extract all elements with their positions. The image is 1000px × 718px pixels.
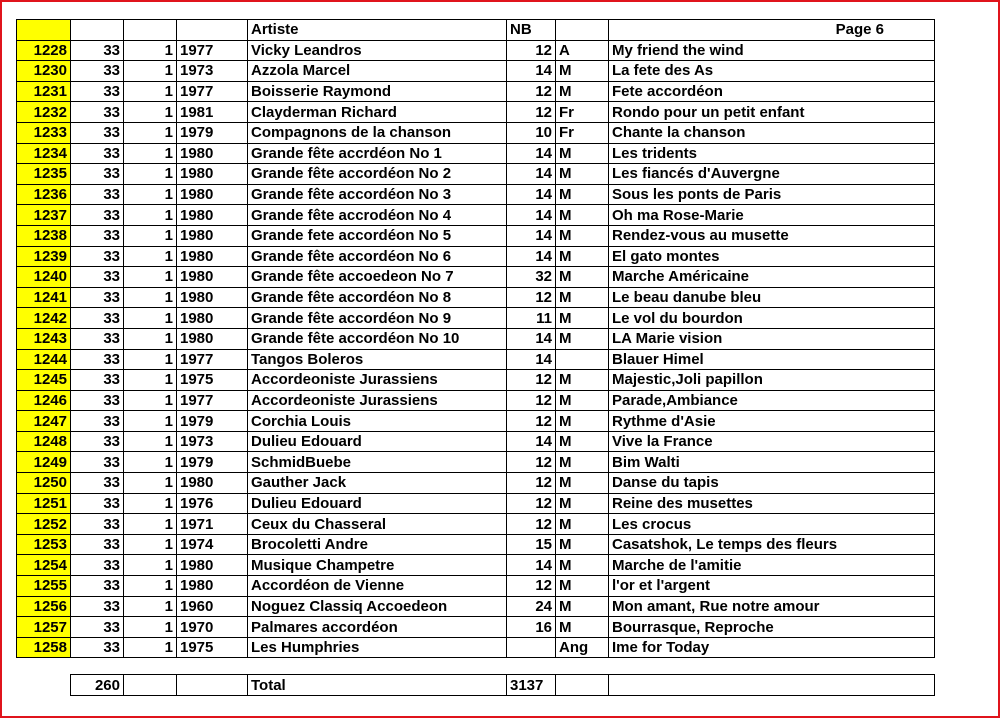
- disc-count-cell: 1: [124, 267, 177, 288]
- title-cell: Les fiancés d'Auvergne: [609, 164, 935, 185]
- title-cell: Rythme d'Asie: [609, 411, 935, 432]
- language-cell: M: [556, 514, 609, 535]
- language-cell: M: [556, 431, 609, 452]
- title-cell: Rondo pour un petit enfant: [609, 102, 935, 123]
- format-cell: 33: [71, 184, 124, 205]
- year-cell: 1960: [177, 596, 248, 617]
- table-row: [17, 493, 935, 514]
- title-cell: Parade,Ambiance: [609, 390, 935, 411]
- artist-cell: Grande fete accordéon No 5: [248, 225, 507, 246]
- id-cell: 1228: [17, 40, 71, 61]
- disc-count-cell: 1: [124, 287, 177, 308]
- artist-cell: Grande fête accordéon No 2: [248, 164, 507, 185]
- disc-count-cell: 1: [124, 514, 177, 535]
- disc-count-cell: 1: [124, 81, 177, 102]
- format-cell: 33: [71, 61, 124, 82]
- artist-cell: Ceux du Chasseral: [248, 514, 507, 535]
- nb-cell: 14: [507, 184, 556, 205]
- year-cell: 1980: [177, 555, 248, 576]
- year-cell: 1973: [177, 431, 248, 452]
- nb-cell: 12: [507, 390, 556, 411]
- format-cell: 33: [71, 431, 124, 452]
- language-cell: M: [556, 328, 609, 349]
- language-cell: M: [556, 81, 609, 102]
- year-cell: 1980: [177, 576, 248, 597]
- table-row: [17, 143, 935, 164]
- title-cell: Bim Walti: [609, 452, 935, 473]
- artist-cell: Gauther Jack: [248, 473, 507, 494]
- disc-count-cell: 1: [124, 225, 177, 246]
- format-cell: 33: [71, 555, 124, 576]
- artist-cell: Grande fête accordéon No 3: [248, 184, 507, 205]
- title-cell: Les tridents: [609, 143, 935, 164]
- header-cell-3: [124, 20, 177, 41]
- table-row: [17, 122, 935, 143]
- language-cell: M: [556, 287, 609, 308]
- title-cell: Marche Américaine: [609, 267, 935, 288]
- year-cell: 1975: [177, 637, 248, 658]
- nb-cell: 14: [507, 225, 556, 246]
- disc-count-cell: 1: [124, 555, 177, 576]
- table-row: [17, 637, 935, 658]
- year-cell: 1974: [177, 534, 248, 555]
- disc-count-cell: 1: [124, 473, 177, 494]
- title-cell: Chante la chanson: [609, 122, 935, 143]
- id-cell: 1250: [17, 473, 71, 494]
- format-cell: 33: [71, 102, 124, 123]
- format-cell: 33: [71, 370, 124, 391]
- id-cell: 1258: [17, 637, 71, 658]
- year-cell: 1980: [177, 225, 248, 246]
- format-cell: 33: [71, 308, 124, 329]
- id-cell: 1247: [17, 411, 71, 432]
- year-cell: 1980: [177, 205, 248, 226]
- totals-row: [17, 675, 935, 696]
- table-row: [17, 514, 935, 535]
- id-cell: 1254: [17, 555, 71, 576]
- format-cell: 33: [71, 267, 124, 288]
- nb-cell: 12: [507, 287, 556, 308]
- disc-count-cell: 1: [124, 534, 177, 555]
- language-cell: M: [556, 473, 609, 494]
- artist-cell: Musique Champetre: [248, 555, 507, 576]
- nb-cell: 12: [507, 102, 556, 123]
- year-cell: 1980: [177, 287, 248, 308]
- format-cell: 33: [71, 534, 124, 555]
- disc-count-cell: 1: [124, 576, 177, 597]
- header-cell-2: [71, 20, 124, 41]
- artist-cell: Grande fête accrdéon No 1: [248, 143, 507, 164]
- title-cell: Oh ma Rose-Marie: [609, 205, 935, 226]
- nb-cell: 14: [507, 555, 556, 576]
- language-cell: Ang: [556, 637, 609, 658]
- nb-cell: 16: [507, 617, 556, 638]
- table-row: [17, 81, 935, 102]
- id-cell: 1243: [17, 328, 71, 349]
- title-cell: l'or et l'argent: [609, 576, 935, 597]
- artist-cell: Noguez Classiq Accoedeon: [248, 596, 507, 617]
- table-row: [17, 411, 935, 432]
- title-cell: Danse du tapis: [609, 473, 935, 494]
- language-cell: M: [556, 61, 609, 82]
- id-cell: 1242: [17, 308, 71, 329]
- artist-cell: Clayderman Richard: [248, 102, 507, 123]
- id-cell: 1251: [17, 493, 71, 514]
- id-cell: 1240: [17, 267, 71, 288]
- artist-cell: Azzola Marcel: [248, 61, 507, 82]
- id-cell: 1253: [17, 534, 71, 555]
- table-row: [17, 349, 935, 370]
- nb-cell: 12: [507, 411, 556, 432]
- id-cell: 1244: [17, 349, 71, 370]
- artist-cell: Boisserie Raymond: [248, 81, 507, 102]
- year-cell: 1980: [177, 308, 248, 329]
- id-cell: 1241: [17, 287, 71, 308]
- header-artist: Artiste: [248, 20, 507, 41]
- id-cell: 1249: [17, 452, 71, 473]
- id-cell: 1246: [17, 390, 71, 411]
- nb-cell: 14: [507, 143, 556, 164]
- format-cell: 33: [71, 576, 124, 597]
- table-row: [17, 164, 935, 185]
- nb-cell: 14: [507, 328, 556, 349]
- language-cell: M: [556, 596, 609, 617]
- id-cell: 1257: [17, 617, 71, 638]
- year-cell: 1971: [177, 514, 248, 535]
- totals-label: Total: [248, 675, 507, 696]
- nb-cell: 15: [507, 534, 556, 555]
- totals-empty: [124, 675, 177, 696]
- year-cell: 1980: [177, 164, 248, 185]
- artist-cell: Grande fête accordéon No 6: [248, 246, 507, 267]
- nb-cell: 14: [507, 205, 556, 226]
- disc-count-cell: 1: [124, 617, 177, 638]
- nb-cell: 12: [507, 514, 556, 535]
- nb-cell: 10: [507, 122, 556, 143]
- artist-cell: Accordéon de Vienne: [248, 576, 507, 597]
- year-cell: 1977: [177, 40, 248, 61]
- table-row: [17, 184, 935, 205]
- title-cell: Le beau danube bleu: [609, 287, 935, 308]
- disc-count-cell: 1: [124, 143, 177, 164]
- table-body: [17, 20, 935, 696]
- nb-cell: 14: [507, 61, 556, 82]
- language-cell: M: [556, 143, 609, 164]
- artist-cell: Accordeoniste Jurassiens: [248, 390, 507, 411]
- format-cell: 33: [71, 122, 124, 143]
- spacer-row: [17, 658, 935, 675]
- totals-empty: [177, 675, 248, 696]
- year-cell: 1980: [177, 184, 248, 205]
- id-cell: 1236: [17, 184, 71, 205]
- format-cell: 33: [71, 328, 124, 349]
- language-cell: Fr: [556, 122, 609, 143]
- title-cell: My friend the wind: [609, 40, 935, 61]
- nb-cell: 24: [507, 596, 556, 617]
- disc-count-cell: 1: [124, 328, 177, 349]
- nb-cell: 14: [507, 246, 556, 267]
- disc-count-cell: 1: [124, 493, 177, 514]
- table-row: [17, 205, 935, 226]
- year-cell: 1980: [177, 473, 248, 494]
- totals-empty: [556, 675, 609, 696]
- language-cell: M: [556, 225, 609, 246]
- totals-nb: 3137: [507, 675, 556, 696]
- table-row: [17, 617, 935, 638]
- table-row: [17, 534, 935, 555]
- disc-count-cell: 1: [124, 61, 177, 82]
- id-cell: 1239: [17, 246, 71, 267]
- format-cell: 33: [71, 452, 124, 473]
- id-cell: 1234: [17, 143, 71, 164]
- record-table: [16, 19, 935, 696]
- id-cell: 1248: [17, 431, 71, 452]
- table-row: [17, 390, 935, 411]
- page-number: Page 6: [609, 20, 935, 41]
- artist-cell: Grande fête accoedeon No 7: [248, 267, 507, 288]
- table-row: [17, 308, 935, 329]
- nb-cell: 11: [507, 308, 556, 329]
- language-cell: M: [556, 493, 609, 514]
- table-row: [17, 452, 935, 473]
- nb-cell: 14: [507, 349, 556, 370]
- language-cell: M: [556, 246, 609, 267]
- year-cell: 1980: [177, 328, 248, 349]
- disc-count-cell: 1: [124, 102, 177, 123]
- artist-cell: Compagnons de la chanson: [248, 122, 507, 143]
- nb-cell: 14: [507, 164, 556, 185]
- title-cell: Le vol du bourdon: [609, 308, 935, 329]
- table-row: [17, 61, 935, 82]
- id-cell: 1237: [17, 205, 71, 226]
- format-cell: 33: [71, 596, 124, 617]
- table-row: [17, 596, 935, 617]
- format-cell: 33: [71, 493, 124, 514]
- header-cell-year: [177, 20, 248, 41]
- year-cell: 1980: [177, 267, 248, 288]
- totals-count: 260: [71, 675, 124, 696]
- table-row: [17, 328, 935, 349]
- nb-cell: 12: [507, 370, 556, 391]
- artist-cell: Grande fête accordéon No 9: [248, 308, 507, 329]
- year-cell: 1975: [177, 370, 248, 391]
- disc-count-cell: 1: [124, 308, 177, 329]
- language-cell: M: [556, 370, 609, 391]
- language-cell: M: [556, 576, 609, 597]
- language-cell: M: [556, 555, 609, 576]
- disc-count-cell: 1: [124, 122, 177, 143]
- id-cell: 1238: [17, 225, 71, 246]
- artist-cell: Grande fête accordéon No 8: [248, 287, 507, 308]
- id-cell: 1255: [17, 576, 71, 597]
- disc-count-cell: 1: [124, 184, 177, 205]
- artist-cell: Les Humphries: [248, 637, 507, 658]
- language-cell: M: [556, 164, 609, 185]
- language-cell: A: [556, 40, 609, 61]
- totals-empty: [609, 675, 935, 696]
- format-cell: 33: [71, 411, 124, 432]
- artist-cell: SchmidBuebe: [248, 452, 507, 473]
- language-cell: M: [556, 617, 609, 638]
- disc-count-cell: 1: [124, 246, 177, 267]
- title-cell: LA Marie vision: [609, 328, 935, 349]
- table-row: [17, 555, 935, 576]
- header-row: [17, 20, 935, 41]
- title-cell: Marche de l'amitie: [609, 555, 935, 576]
- artist-cell: Palmares accordéon: [248, 617, 507, 638]
- language-cell: Fr: [556, 102, 609, 123]
- table-row: [17, 576, 935, 597]
- title-cell: Casatshok, Le temps des fleurs: [609, 534, 935, 555]
- year-cell: 1979: [177, 411, 248, 432]
- year-cell: 1973: [177, 61, 248, 82]
- language-cell: M: [556, 308, 609, 329]
- language-cell: M: [556, 390, 609, 411]
- language-cell: M: [556, 267, 609, 288]
- title-cell: El gato montes: [609, 246, 935, 267]
- disc-count-cell: 1: [124, 40, 177, 61]
- id-cell: 1230: [17, 61, 71, 82]
- artist-cell: Vicky Leandros: [248, 40, 507, 61]
- nb-cell: 32: [507, 267, 556, 288]
- table-row: [17, 370, 935, 391]
- format-cell: 33: [71, 637, 124, 658]
- disc-count-cell: 1: [124, 205, 177, 226]
- format-cell: 33: [71, 390, 124, 411]
- title-cell: Mon amant, Rue notre amour: [609, 596, 935, 617]
- id-cell: 1231: [17, 81, 71, 102]
- id-cell: 1256: [17, 596, 71, 617]
- nb-cell: [507, 637, 556, 658]
- year-cell: 1980: [177, 246, 248, 267]
- disc-count-cell: 1: [124, 452, 177, 473]
- table-row: [17, 225, 935, 246]
- header-cell-id: [17, 20, 71, 41]
- disc-count-cell: 1: [124, 596, 177, 617]
- table-row: [17, 473, 935, 494]
- language-cell: [556, 349, 609, 370]
- id-cell: 1232: [17, 102, 71, 123]
- year-cell: 1976: [177, 493, 248, 514]
- nb-cell: 12: [507, 452, 556, 473]
- disc-count-cell: 1: [124, 370, 177, 391]
- format-cell: 33: [71, 246, 124, 267]
- format-cell: 33: [71, 143, 124, 164]
- artist-cell: Brocoletti Andre: [248, 534, 507, 555]
- year-cell: 1977: [177, 390, 248, 411]
- format-cell: 33: [71, 205, 124, 226]
- artist-cell: Dulieu Edouard: [248, 431, 507, 452]
- artist-cell: Tangos Boleros: [248, 349, 507, 370]
- nb-cell: 12: [507, 576, 556, 597]
- table-row: [17, 102, 935, 123]
- disc-count-cell: 1: [124, 164, 177, 185]
- title-cell: Vive la France: [609, 431, 935, 452]
- nb-cell: 12: [507, 473, 556, 494]
- format-cell: 33: [71, 617, 124, 638]
- title-cell: La fete des As: [609, 61, 935, 82]
- title-cell: Rendez-vous au musette: [609, 225, 935, 246]
- year-cell: 1981: [177, 102, 248, 123]
- format-cell: 33: [71, 473, 124, 494]
- disc-count-cell: 1: [124, 637, 177, 658]
- format-cell: 33: [71, 287, 124, 308]
- format-cell: 33: [71, 40, 124, 61]
- year-cell: 1979: [177, 452, 248, 473]
- year-cell: 1979: [177, 122, 248, 143]
- table-row: [17, 287, 935, 308]
- totals-blank: [17, 675, 71, 696]
- title-cell: Ime for Today: [609, 637, 935, 658]
- year-cell: 1970: [177, 617, 248, 638]
- title-cell: Les crocus: [609, 514, 935, 535]
- artist-cell: Corchia Louis: [248, 411, 507, 432]
- title-cell: Sous les ponts de Paris: [609, 184, 935, 205]
- id-cell: 1245: [17, 370, 71, 391]
- nb-cell: 12: [507, 493, 556, 514]
- year-cell: 1980: [177, 143, 248, 164]
- disc-count-cell: 1: [124, 431, 177, 452]
- language-cell: M: [556, 184, 609, 205]
- language-cell: M: [556, 205, 609, 226]
- nb-cell: 14: [507, 431, 556, 452]
- table-row: [17, 40, 935, 61]
- format-cell: 33: [71, 81, 124, 102]
- artist-cell: Grande fête accordéon No 10: [248, 328, 507, 349]
- title-cell: Reine des musettes: [609, 493, 935, 514]
- disc-count-cell: 1: [124, 349, 177, 370]
- language-cell: M: [556, 411, 609, 432]
- header-cell-lang: [556, 20, 609, 41]
- disc-count-cell: 1: [124, 411, 177, 432]
- year-cell: 1977: [177, 349, 248, 370]
- format-cell: 33: [71, 349, 124, 370]
- format-cell: 33: [71, 225, 124, 246]
- id-cell: 1252: [17, 514, 71, 535]
- year-cell: 1977: [177, 81, 248, 102]
- artist-cell: Grande fête accrodéon No 4: [248, 205, 507, 226]
- language-cell: M: [556, 534, 609, 555]
- nb-cell: 12: [507, 81, 556, 102]
- table-row: [17, 267, 935, 288]
- title-cell: Blauer Himel: [609, 349, 935, 370]
- artist-cell: Accordeoniste Jurassiens: [248, 370, 507, 391]
- id-cell: 1233: [17, 122, 71, 143]
- title-cell: Majestic,Joli papillon: [609, 370, 935, 391]
- artist-cell: Dulieu Edouard: [248, 493, 507, 514]
- format-cell: 33: [71, 164, 124, 185]
- header-nb: NB: [507, 20, 556, 41]
- disc-count-cell: 1: [124, 390, 177, 411]
- language-cell: M: [556, 452, 609, 473]
- title-cell: Fete accordéon: [609, 81, 935, 102]
- nb-cell: 12: [507, 40, 556, 61]
- title-cell: Bourrasque, Reproche: [609, 617, 935, 638]
- id-cell: 1235: [17, 164, 71, 185]
- table-row: [17, 431, 935, 452]
- format-cell: 33: [71, 514, 124, 535]
- table-row: [17, 246, 935, 267]
